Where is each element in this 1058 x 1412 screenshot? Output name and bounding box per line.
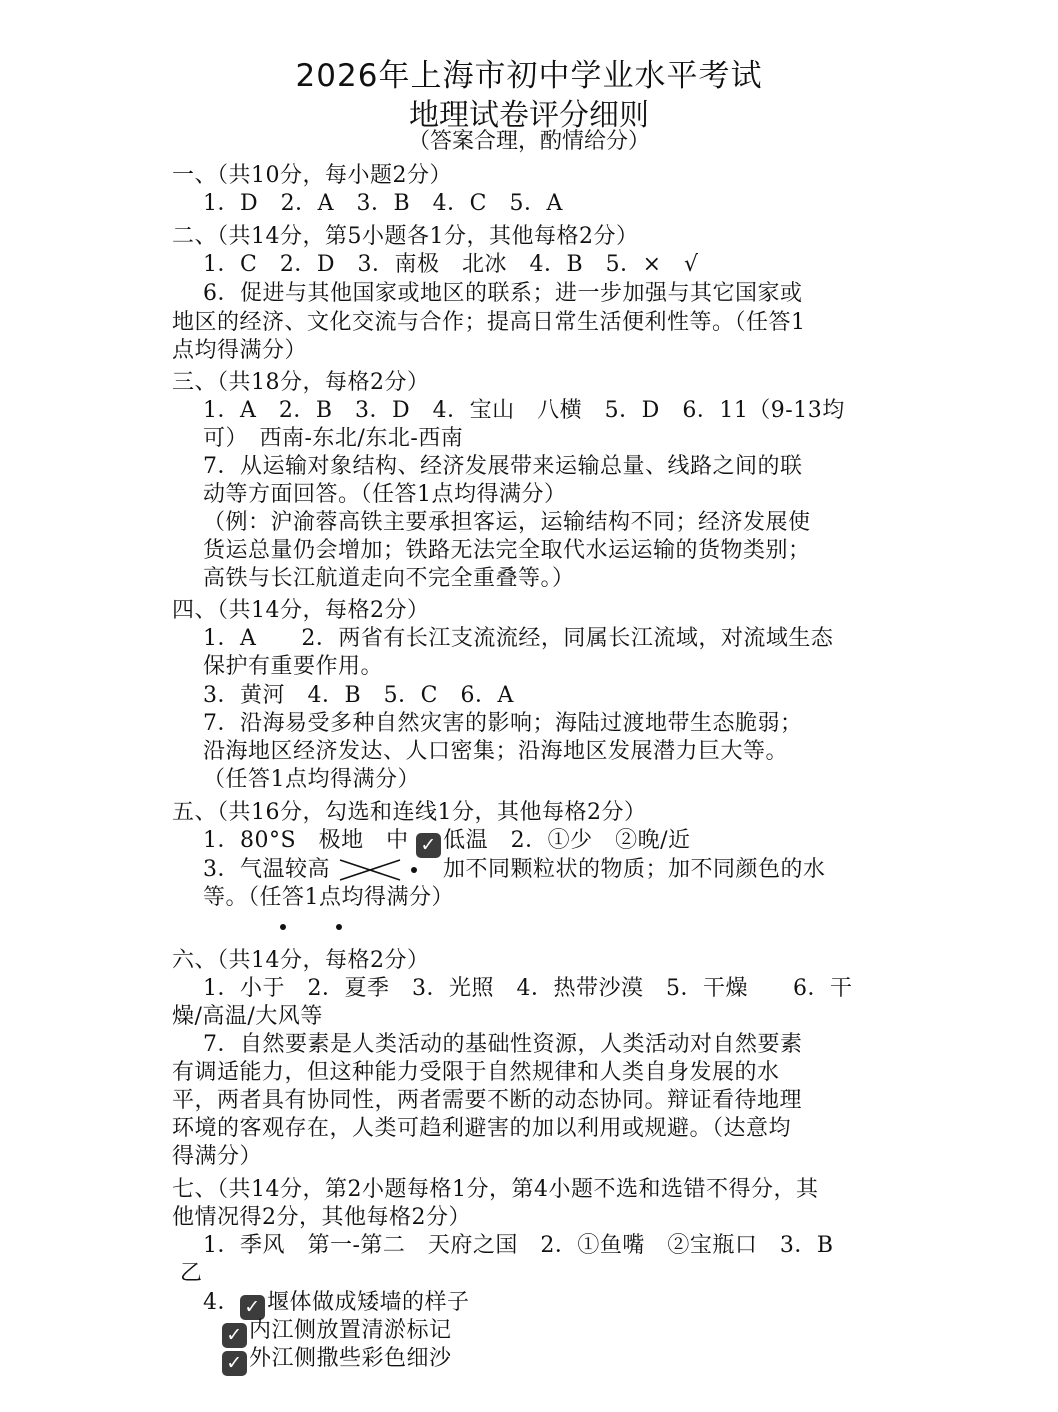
section-5-answer-3: 3．气温较高 [203, 857, 330, 882]
section-1-answers: 1．D 2．A 3．B 4．C 5．A [203, 191, 563, 216]
section-7-heading-cont: 他情况得2分，其他每格2分） [172, 1205, 471, 1230]
matching-dot [336, 924, 342, 930]
answer-text-line: 沿海地区经济发达、人口密集；沿海地区发展潜力巨大等。 [203, 739, 789, 764]
answer-text-line: 加不同颗粒状的物质；加不同颜色的水 [443, 857, 826, 882]
answer-text-line: 7．从运输对象结构、经济发展带来运输总量、线路之间的联 [203, 454, 803, 479]
check-box-icon: ✓ [222, 1323, 247, 1348]
answer-text-line: 3．黄河 4．B 5．C 6．A [203, 683, 514, 708]
answer-text: 低温 2．①少 ②晚/近 [443, 828, 691, 853]
answer-text-line: 有调适能力，但这种能力受限于自然规律和人类自身发展的水 [172, 1060, 780, 1085]
section-2-answers: 1．C 2．D 3．南极 北冰 4．B 5．× √ [203, 252, 699, 277]
section-1-heading: 一、（共10分，每小题2分） [172, 163, 452, 188]
section-7-heading: 七、（共14分，第2小题每格1分，第4小题不选和选错不得分，其 [172, 1177, 819, 1202]
section-4-heading: 四、（共14分，每格2分） [172, 598, 430, 623]
section-7-answer-4 [203, 1289, 470, 1320]
answer-text-line: 得满分） [172, 1144, 263, 1169]
answer-text-line: （例：沪渝蓉高铁主要承担客运，运输结构不同；经济发展使 [203, 510, 811, 535]
answer-text-line: 高铁与长江航道走向不完全重叠等。） [203, 566, 575, 591]
answer-text: 内江侧放置清淤标记 [249, 1318, 452, 1343]
section-5-heading: 五、（共16分，勾选和连线1分，其他每格2分） [172, 800, 647, 825]
section-2-heading: 二、（共14分，第5小题各1分，其他每格2分） [172, 224, 639, 249]
matching-dot [411, 867, 417, 873]
check-box-icon: ✓ [240, 1295, 265, 1320]
answer-text-line: 环境的客观存在，人类可趋利避害的加以利用或规避。（达意均 [172, 1116, 792, 1141]
answer-text-line: 货运总量仍会增加；铁路无法完全取代水运运输的货物类别； [203, 538, 811, 563]
section-6-heading: 六、（共14分，每格2分） [172, 948, 430, 973]
check-box-icon: ✓ [222, 1351, 247, 1376]
section-3-answers: 1．A 2．B 3．D 4．宝山 八横 5．D 6．11（9-13均 [203, 398, 845, 423]
check-option [222, 1317, 452, 1348]
answer-text-line: 动等方面回答。（任答1点均得满分） [203, 482, 567, 507]
section-4-answers: 1．A 2．两省有长江支流流经，同属长江流域，对流域生态 [203, 626, 834, 651]
section-3-heading: 三、（共18分，每格2分） [172, 370, 430, 395]
answer-text: 4． [203, 1290, 240, 1315]
connecting-lines-icon [336, 854, 404, 884]
page-subtitle: 地理试卷评分细则 [409, 98, 649, 133]
answer-text-line: 乙 [180, 1261, 203, 1286]
section-7-answers: 1．季风 第一-第二 天府之国 2．①鱼嘴 ②宝瓶口 3．B [203, 1233, 834, 1258]
section-6-answers: 1．小于 2．夏季 3．光照 4．热带沙漠 5．干燥 6．干 [203, 976, 853, 1001]
answer-text-line: 6．促进与其他国家或地区的联系；进一步加强与其它国家或 [203, 281, 803, 306]
scoring-note: （答案合理，酌情给分） [407, 129, 650, 154]
matching-dot [280, 924, 286, 930]
answer-text-line: 可） 西南-东北/东北-西南 [203, 426, 464, 451]
answer-text-line: 平，两者具有协同性，两者需要不断的动态协同。辩证看待地理 [172, 1088, 803, 1113]
answer-text-line: 燥/高温/大风等 [172, 1004, 323, 1029]
answer-text: 1．80°S 极地 中 [203, 828, 409, 853]
answer-text-line: 保护有重要作用。 [203, 654, 384, 679]
check-box-icon: ✓ [416, 833, 441, 858]
answer-text-line: 7．沿海易受多种自然灾害的影响；海陆过渡地带生态脆弱； [203, 711, 803, 736]
answer-text-line: 7．自然要素是人类活动的基础性资源，人类活动对自然要素 [203, 1032, 803, 1057]
answer-text: 外江侧撒些彩色细沙 [249, 1346, 452, 1371]
answer-text-line: 地区的经济、文化交流与合作；提高日常生活便利性等。（任答1 [172, 310, 806, 335]
answer-text-line: 点均得满分） [172, 338, 308, 363]
answer-text-line: 等。（任答1点均得满分） [203, 885, 454, 910]
section-5-answer-1 [203, 827, 691, 858]
answer-text: 堰体做成矮墙的样子 [267, 1290, 470, 1315]
check-option [222, 1345, 452, 1376]
page-title: 2026年上海市初中学业水平考试 [295, 58, 763, 94]
answer-text-line: （任答1点均得满分） [203, 767, 420, 792]
